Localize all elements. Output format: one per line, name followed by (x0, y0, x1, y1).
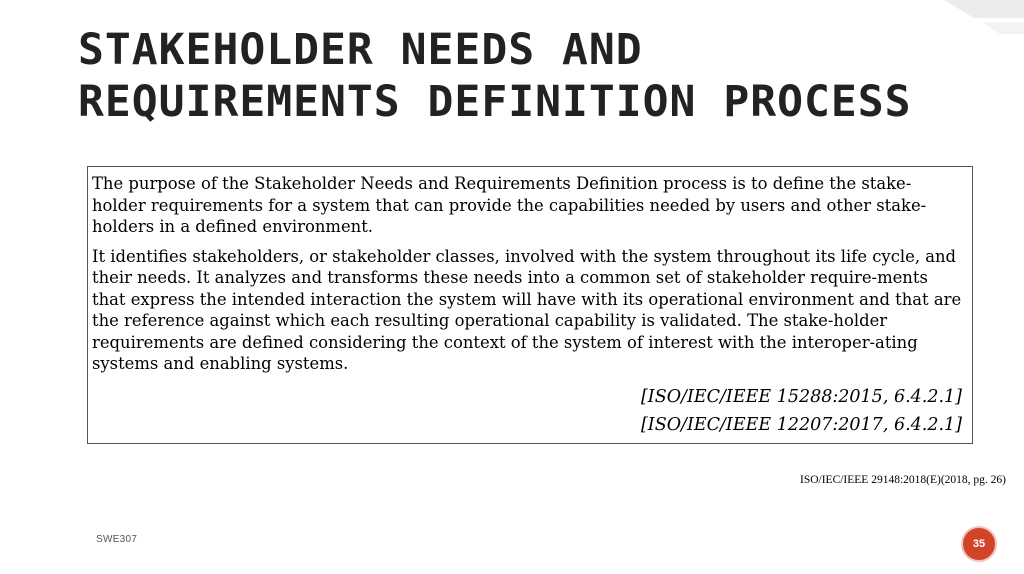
quote-box (87, 166, 973, 444)
quote-references (92, 383, 962, 439)
page-number-badge: 35 (961, 526, 997, 562)
reference-15288: [ISO/IEC/IEEE 15288:2015, 6.4.2.1] (640, 386, 962, 407)
slide-title: STAKEHOLDER NEEDS AND REQUIREMENTS DEFINITION PROCESS (78, 25, 912, 127)
quote-paragraph-purpose: The purpose of the Stakeholder Needs and Requirements Definition process is to define the stake-holder requirements for a system that can provide the capabilities needed by users and other stake-holders in a defined environment. (92, 174, 927, 236)
quote-paragraph-description: It identifies stakeholders, or stakeholder classes, involved with the system throughout its life cycle, and their needs. It analyzes and transforms these needs into a common set of stakeholder require-ments that express the intended interaction the system will have with its operational environment and that are the reference against which each resulting operational capability is validated. The stake-holder requirements are defined considering the context of the system of interest with the interoper-ating systems and enabling systems. (92, 246, 962, 373)
footer-course-code: SWE307 (96, 534, 138, 545)
source-citation: ISO/IEC/IEEE 29148:2018(E)(2018, pg. 26) (799, 474, 1006, 486)
reference-12207: [ISO/IEC/IEEE 12207:2017, 6.4.2.1] (640, 414, 962, 435)
